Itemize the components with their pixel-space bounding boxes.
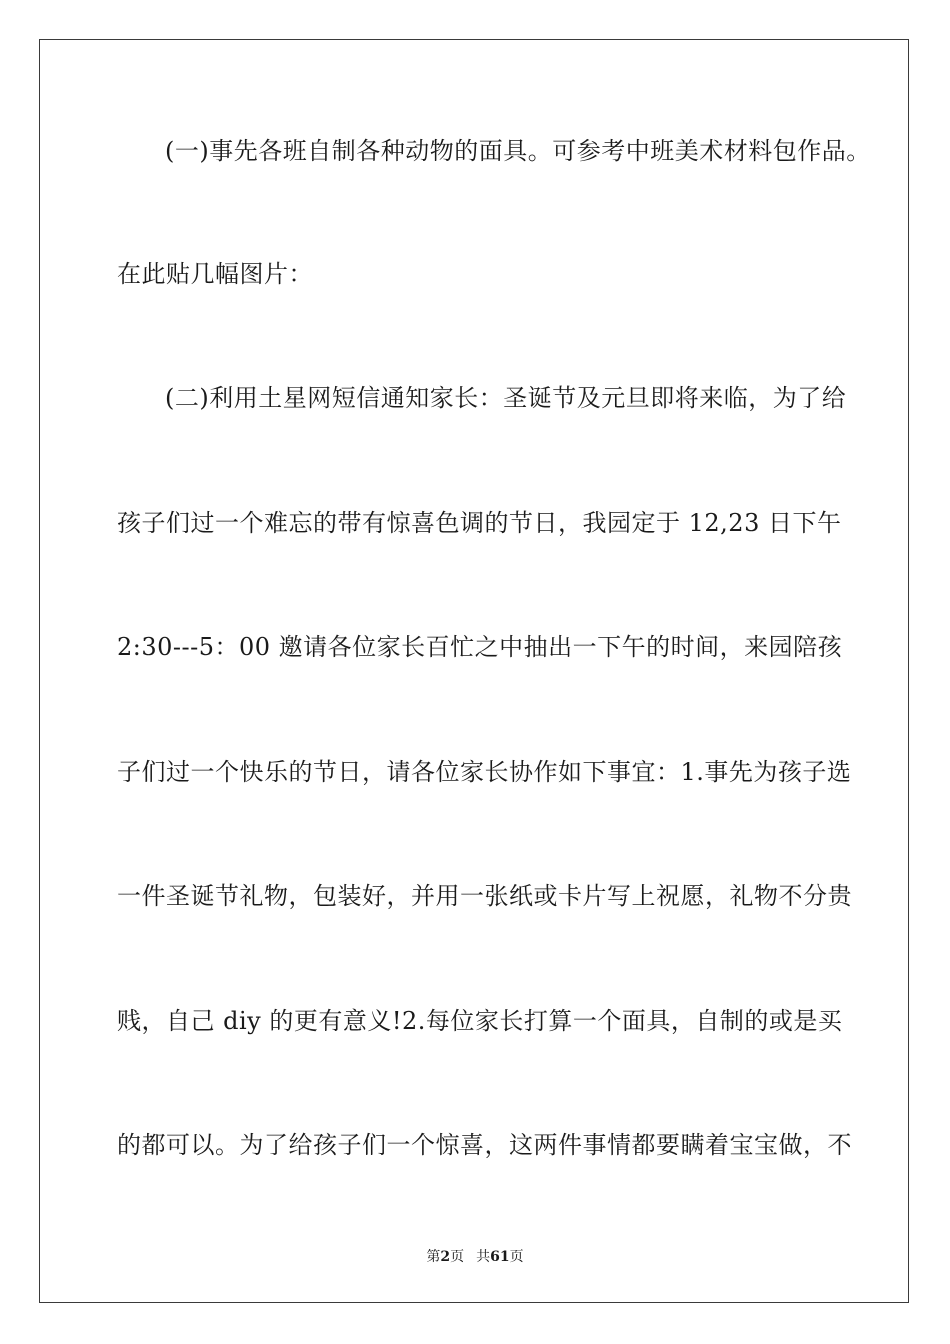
- total-prefix: 共: [476, 1249, 491, 1265]
- page-unit: 页: [450, 1249, 465, 1265]
- page-footer: [0, 1246, 950, 1266]
- paragraph-line-7: 一件圣诞节礼物，包装好，并用一张纸或卡片写上祝愿，礼物不分贵: [117, 882, 852, 910]
- paragraph-line-3: (二)利用土星网短信通知家长：圣诞节及元旦即将来临，为了给: [165, 384, 847, 412]
- page-border: [39, 39, 909, 1303]
- page-prefix: 第: [426, 1249, 441, 1265]
- total-unit: 页: [509, 1249, 524, 1265]
- paragraph-line-5: 2:30---5：00 邀请各位家长百忙之中抽出一下午的时间，来园陪孩: [117, 633, 843, 661]
- paragraph-line-8: 贱，自己 diy 的更有意义!2.每位家长打算一个面具，自制的或是买: [117, 1007, 843, 1035]
- page-total: 61: [490, 1249, 510, 1265]
- paragraph-line-9: 的都可以。为了给孩子们一个惊喜，这两件事情都要瞒着宝宝做，不: [117, 1131, 852, 1159]
- paragraph-line-1: (一)事先各班自制各种动物的面具。可参考中班美术材料包作品。: [165, 137, 871, 165]
- paragraph-line-4: 孩子们过一个难忘的带有惊喜色调的节日，我园定于 12,23 日下午: [117, 509, 842, 537]
- paragraph-line-6: 子们过一个快乐的节日，请各位家长协作如下事宜：1.事先为孩子选: [117, 758, 852, 786]
- paragraph-line-2: 在此贴几幅图片：: [117, 260, 313, 288]
- page-current: 2: [440, 1249, 451, 1265]
